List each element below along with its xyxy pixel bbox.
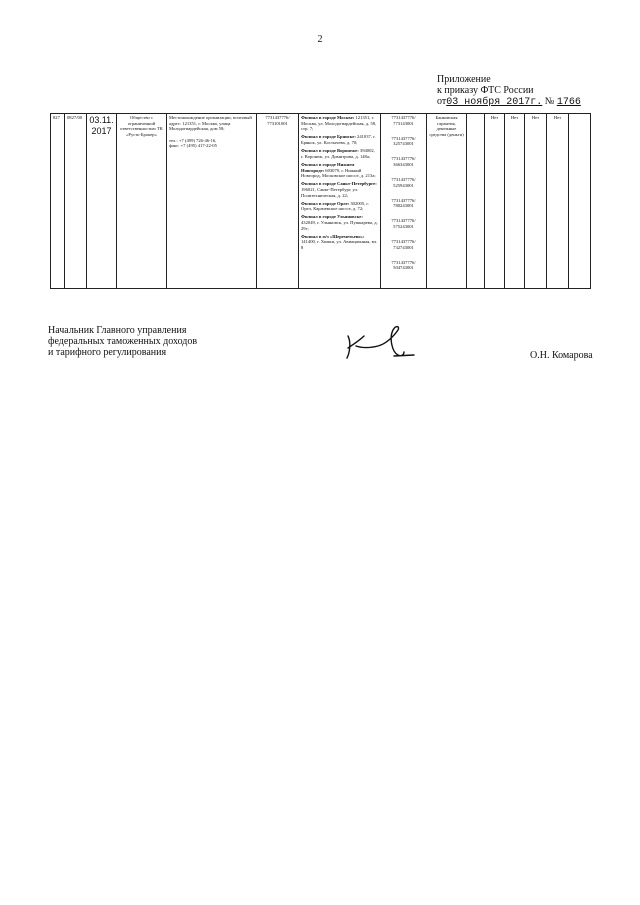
list-item: Филиал в м/з «Шереметьево»: 141400, г. Химки, ул. Авиационная, вл. 8 bbox=[301, 233, 378, 251]
list-item: 7731437776/ 504743001 bbox=[391, 259, 416, 271]
from-label: от bbox=[437, 96, 447, 107]
registry-table bbox=[50, 113, 591, 289]
signer-title: Начальник Главного управления федеральных таможенных доходов и тарифного регулирования bbox=[48, 325, 198, 358]
no-cell-3: Нет bbox=[525, 114, 547, 289]
appendix-date-line bbox=[437, 96, 581, 108]
no-cell-4: Нет bbox=[547, 114, 569, 289]
list-item: 7731437776/ 525943001 bbox=[391, 177, 416, 188]
empty-cell bbox=[569, 114, 591, 289]
list-item: Филиал в городе Воронеже: 394002, г. Воронеж, ул. Димитрова, д. 148а; bbox=[301, 148, 375, 159]
appendix-header bbox=[437, 74, 581, 108]
list-item: Филиал в городе Брянске: 241037, г. Брянск, ул. Костычева, д. 70; bbox=[301, 134, 376, 145]
order-date: 03 ноября 2017г. bbox=[446, 97, 543, 108]
list-item: 7731437776/ 325743001 bbox=[391, 135, 416, 147]
org-location: Местонахождение организации, почтовый адрес: 121351, г. Москва, улица Молодогвардейская, дом 58; тел.: +7 (499) 726-46-16, факс: +7 (495) 417-22-05 bbox=[167, 114, 257, 289]
number-label: № bbox=[544, 96, 555, 107]
order-number: 1766 bbox=[556, 97, 581, 108]
signature-image bbox=[342, 322, 417, 362]
list-item: Филиал в городе Нижнем Новгороде: 603079, г. Нижний Новгород, Московское шоссе, д. 213а; bbox=[301, 161, 376, 179]
page-number: 2 bbox=[317, 34, 323, 45]
list-item: 7731437776/ 575243001 bbox=[391, 218, 416, 230]
list-item: 7731437776/ 780243001 bbox=[391, 197, 416, 209]
appendix-order: к приказу ФТС России bbox=[437, 85, 534, 96]
appendix-title: Приложение bbox=[437, 74, 491, 85]
empty-cell bbox=[467, 114, 485, 289]
branches-cell bbox=[299, 114, 381, 289]
list-item: Филиал в городе Москве: 121351, г. Москва, ул. Молодогвардейская, д. 58, стр. 7; bbox=[301, 115, 377, 132]
reg-date: 03.11. 2017 bbox=[87, 114, 117, 289]
row-index: 827 bbox=[51, 114, 65, 289]
org-name: Общество с ограниченной ответственностью ТК «Русть-Брокер» bbox=[117, 114, 167, 289]
list-item: 7731437776/ 773143001 bbox=[391, 115, 416, 126]
list-item: Филиал в городе Ульяновске: 432049, г. Ульяновск, ул. Пушкарева, д. 29г; bbox=[301, 214, 378, 231]
security-type: Банковская гарантия, денежные средства (деньги) bbox=[427, 114, 467, 289]
reg-number: 0827/00 bbox=[65, 114, 87, 289]
no-cell-2: Нет bbox=[505, 114, 525, 289]
list-item: 7731437776/ 732743001 bbox=[391, 239, 416, 250]
signer-name: О.Н. Комарова bbox=[530, 350, 593, 361]
list-item: Филиал в городе Санкт-Петербурге: 196021, Санкт-Петербург, ул. Политехническая, д. 22; bbox=[301, 181, 377, 198]
no-cell-1: Нет bbox=[485, 114, 505, 289]
inn-kpp: 7731437776/ 773101001 bbox=[257, 114, 299, 289]
list-item: 7731437776/ 366343001 bbox=[391, 156, 416, 167]
branch-kpp-cell bbox=[381, 114, 427, 289]
list-item: Филиал в городе Орле: 302005, г. Орел, Карачевское шоссе, д. 72; bbox=[301, 200, 369, 212]
table-row bbox=[51, 114, 591, 289]
